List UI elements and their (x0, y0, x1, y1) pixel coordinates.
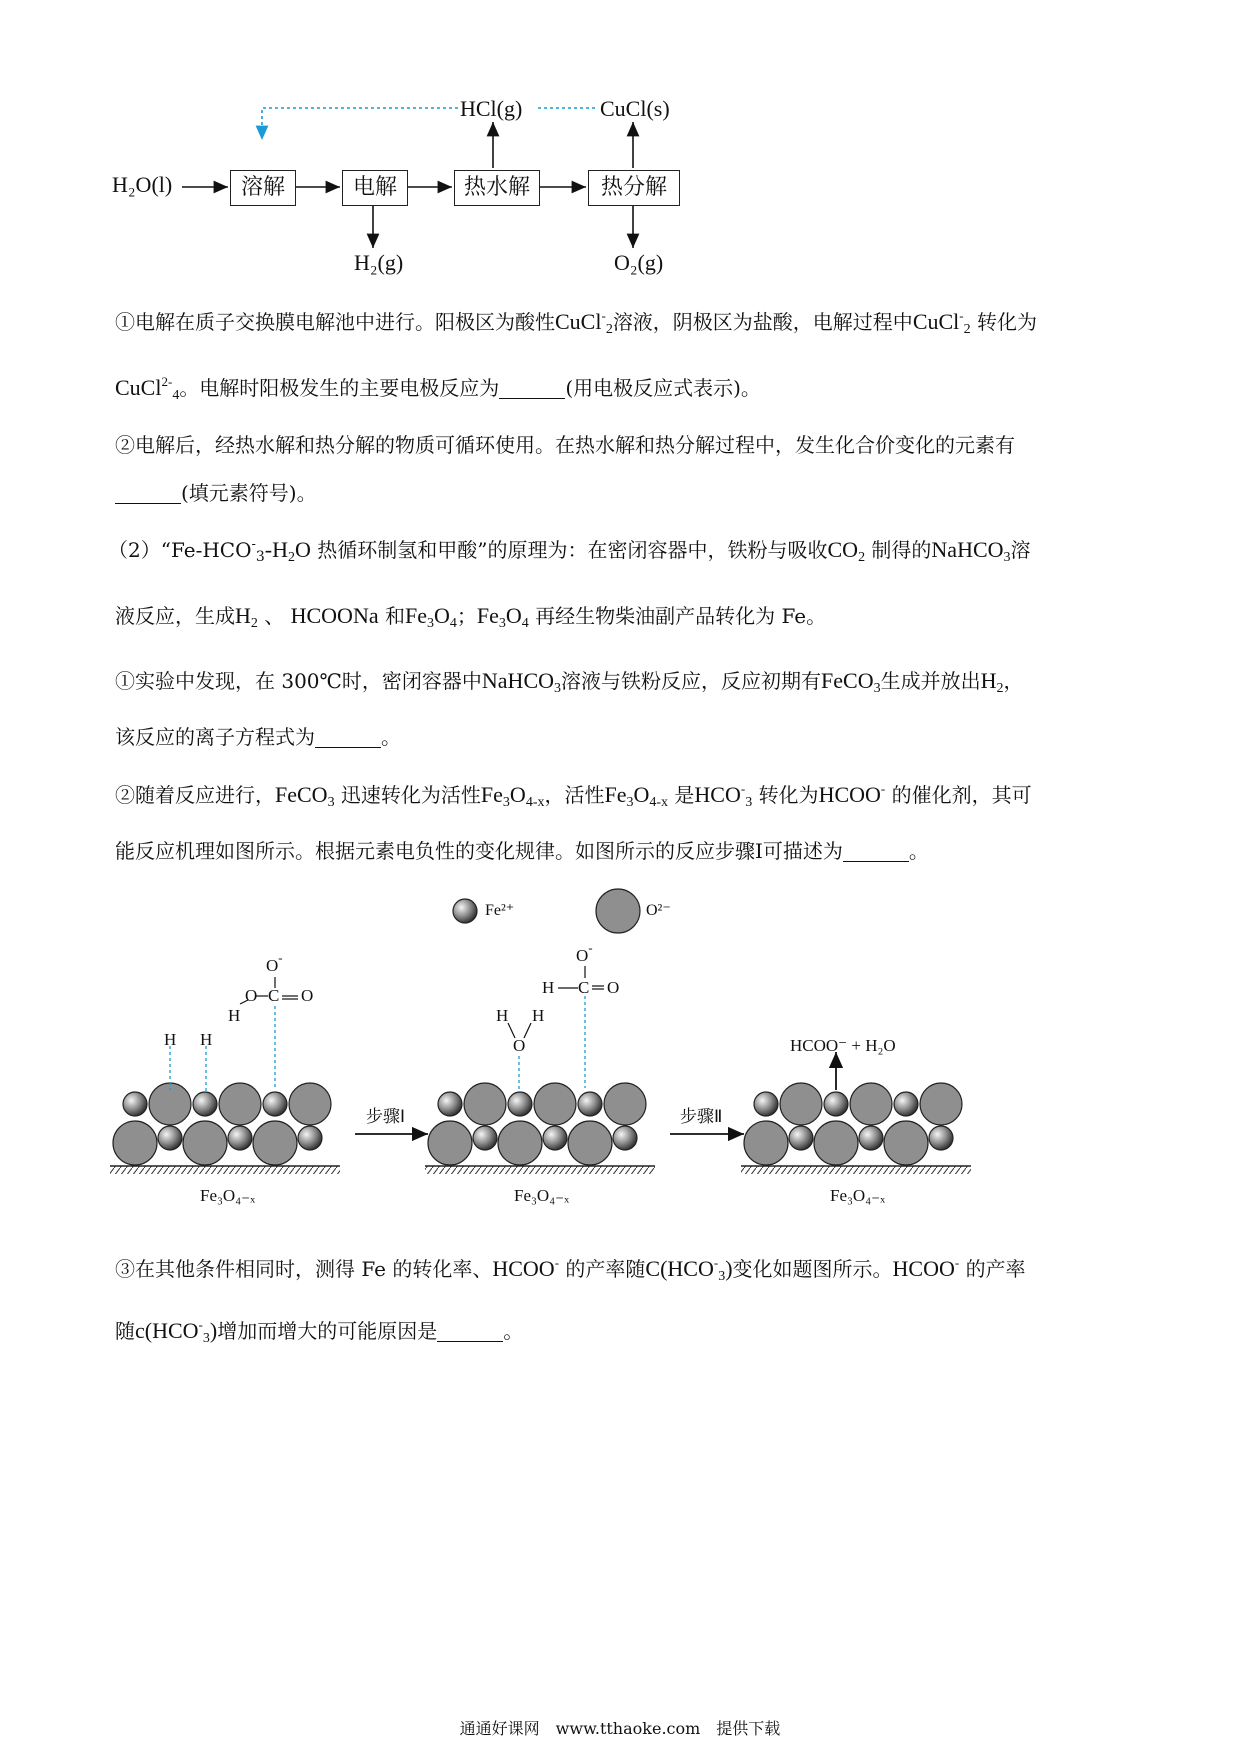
flow-step-dissolve: 溶解 (230, 170, 296, 206)
text-segment: ①实验中发现，在 300℃时，密闭容器中 (115, 669, 482, 693)
o2-ion (428, 1121, 472, 1165)
fe2-ion (613, 1126, 637, 1150)
o2-ion (920, 1083, 962, 1125)
text-segment: (用电极反应式表示)。 (565, 376, 761, 400)
p1-h-label: H (228, 1006, 241, 1025)
text-segment: (填元素符号)。 (181, 481, 317, 505)
text-segment: 的产率 (965, 1257, 1026, 1281)
answer-blank[interactable] (499, 378, 565, 399)
text-segment: 生成并放出 (880, 669, 981, 693)
flow-step-decomposition: 热分解 (588, 170, 680, 206)
text-segment: 和 (384, 604, 405, 628)
fe2-ion (473, 1126, 497, 1150)
o2-ion (744, 1121, 788, 1165)
o2-ion (780, 1083, 822, 1125)
fe2-ion (543, 1126, 567, 1150)
p2-carbon-label: C (578, 978, 590, 997)
p1-carbonyl-label: O- (266, 950, 283, 975)
step2-label: 步骤Ⅱ (680, 1107, 723, 1126)
o2-ion (289, 1083, 331, 1125)
q1-1-line2: CuCl$^{2-}_4$。电解时阳极发生的主要电极反应为 (用电极反应式表示)。 (115, 374, 761, 403)
p1-o-label: O (245, 986, 258, 1005)
reaction-mechanism-figure (0, 880, 1240, 1220)
fe2-ion (508, 1092, 532, 1116)
text-segment: 。电解时阳极发生的主要电极反应为 (179, 376, 500, 400)
q2-1-line2 (115, 722, 1125, 752)
text-segment: 。 (503, 1319, 524, 1343)
product-label: HCOO⁻ + H₂O (790, 1036, 896, 1055)
fe2-ion (859, 1126, 883, 1150)
q1-1-line1: ①电解在质子交换膜电解池中进行。阳极区为酸性CuCl-$_2$溶液，阴极区为盐酸，电解过程中CuCl-$_2$ 转化为 (115, 308, 1037, 337)
text-segment: 。 (381, 725, 401, 749)
text-segment: 该反应的离子方程式为 (115, 725, 315, 749)
answer-blank[interactable] (843, 841, 909, 862)
q1-2-line1: ②电解后，经热水解和热分解的物质可循环使用。在热水解和热分解过程中，发生化合价变化的元素有 (115, 433, 1015, 457)
p2-h-label: H (542, 978, 555, 997)
p1-o-label: O (301, 986, 314, 1005)
o2-ion (113, 1121, 157, 1165)
p2-carbonyl-label: O- (576, 940, 593, 965)
o2-ion (568, 1121, 612, 1165)
flow-hcl-output: HCl(g) (460, 96, 523, 121)
o2-ion (253, 1121, 297, 1165)
q2-line1: $(2)“Fe-HCO^-_3-H_2O$ 热循环制氢和甲酸”的原理为：在密闭容器中，铁粉与吸收$CO_2$ 制得的NaHCO$_3$溶 (108, 537, 1031, 565)
o2-ion (183, 1121, 227, 1165)
o2-ion (850, 1083, 892, 1125)
o2-ion (604, 1083, 646, 1125)
panel1-caption: Fe₃O₄₋ₓ (200, 1186, 256, 1205)
legend-fe-label: Fe²⁺ (485, 902, 515, 919)
text-segment: ，活性 (544, 783, 605, 807)
text-segment: 能反应机理如图所示。根据元素电负性的变化规律。如图所示的反应步骤Ⅰ可描述为 (115, 839, 843, 863)
fe2-ion (578, 1092, 602, 1116)
fe2-ion (789, 1126, 813, 1150)
text-segment: 。 (908, 839, 929, 863)
flow-h2-output: H₂(g) (354, 250, 404, 275)
q2-3-line2: 随$c(HCO^-_3)$增加而增大的可能原因是 。 (115, 1317, 524, 1346)
text-segment: ， (1003, 669, 1024, 693)
o2-ion (884, 1121, 928, 1165)
text-segment: 液反应，生成 (115, 604, 235, 628)
fe2-ion (894, 1092, 918, 1116)
legend-o-label: O²⁻ (646, 902, 671, 919)
fe2-ion (754, 1092, 778, 1116)
fe2-ion (123, 1092, 147, 1116)
text-segment: 的产率随 (565, 1257, 646, 1281)
o2-ion (219, 1083, 261, 1125)
text-segment: ②随着反应进行， (115, 783, 275, 807)
panel2-caption: Fe₃O₄₋ₓ (514, 1186, 570, 1205)
text-segment: ①电解在质子交换膜电解池中进行。阳极区为酸性 (115, 310, 555, 334)
text-segment: 随 (115, 1319, 135, 1343)
text-segment: 增加而增大的可能原因是 (217, 1319, 438, 1343)
fe2-ion (193, 1092, 217, 1116)
answer-blank[interactable] (315, 727, 381, 748)
text-segment: ； (456, 604, 477, 628)
fe2-ion (929, 1126, 953, 1150)
o2-ion (498, 1121, 542, 1165)
q2-2-line1: ②随着反应进行，FeCO$_3$ 迅速转化为活性$Fe_3O_{4-x}$，活性$Fe_3O_{4-x}$ 是$HCO^-_3$ 转化为HCOO- 的催化剂，其可 (115, 781, 1032, 810)
text-segment: 迅速转化为活性 (340, 783, 481, 807)
substrate-hatch (741, 1166, 971, 1174)
flow-cucl-output: CuCl(s) (600, 96, 670, 121)
q2-3-line1: ③在其他条件相同时，测得 Fe 的转化率、HCOO- 的产率随$C(HCO^-_3)$变化如题图所示。HCOO- 的产率 (115, 1255, 1026, 1284)
p1-h-label: H (200, 1030, 213, 1049)
flow-o2-output: O₂(g) (614, 250, 664, 275)
answer-blank[interactable] (115, 483, 181, 504)
o2-ion (814, 1121, 858, 1165)
o2-ion (534, 1083, 576, 1125)
fe2-ion (263, 1092, 287, 1116)
p1-h-label: H (164, 1030, 177, 1049)
flow-step-hydrolysis: 热水解 (454, 170, 540, 206)
fe2-ion (824, 1092, 848, 1116)
p2-h-label: H (496, 1006, 509, 1025)
fe2-ion (228, 1126, 252, 1150)
text-segment: 再经生物柴油副产品转化为 Fe。 (535, 604, 827, 628)
o2-ion (464, 1083, 506, 1125)
text-segment: 、 (264, 604, 285, 628)
q2-2-line2 (115, 836, 1125, 866)
p2-o-label: O (607, 978, 620, 997)
text-segment: （2）“Fe-HCO (108, 538, 252, 562)
text-segment: 溶 (1010, 538, 1031, 562)
substrate-hatch (110, 1166, 340, 1174)
text-segment: 的催化剂，其可 (891, 783, 1032, 807)
substrate-hatch (425, 1166, 655, 1174)
panel3-caption: Fe₃O₄₋ₓ (830, 1186, 886, 1205)
q2-line2: 液反应，生成$H_2$ 、 HCOONa 和$Fe_3O_4$；$Fe_3O_4$ 再经生物柴油副产品转化为 Fe。 (115, 603, 827, 631)
p2-o-label: O (513, 1036, 526, 1055)
text-segment: 热循环制氢和甲酸”的原理为：在密闭容器中，铁粉与吸收 (317, 538, 828, 562)
text-segment: 变化如题图所示。 (732, 1257, 893, 1281)
text-segment: 溶液，阴极区为盐酸，电解过程中 (612, 310, 913, 334)
flow-input-water: H₂O(l) (112, 172, 173, 197)
step1-label: 步骤Ⅰ (366, 1107, 406, 1126)
fe2-ion (298, 1126, 322, 1150)
p1-carbon-label: C (268, 986, 280, 1005)
q2-1-line1: ①实验中发现，在 300℃时，密闭容器中NaHCO$_3$溶液与铁粉反应，反应初期有FeCO$_3$生成并放出$H_2$， (115, 668, 1024, 696)
text-segment: 是 (674, 783, 695, 807)
text-segment: ③在其他条件相同时，测得 Fe 的转化率、 (115, 1257, 493, 1281)
footer-source: 通通好课网 www.tthaoke.com 提供下载 (459, 1719, 781, 1738)
q1-2-line2 (115, 478, 1125, 508)
answer-blank[interactable] (437, 1321, 503, 1342)
fe2-ion (438, 1092, 462, 1116)
p2-h-label: H (532, 1006, 545, 1025)
flow-step-electrolysis: 电解 (342, 170, 408, 206)
text-segment: 制得的 (871, 538, 932, 562)
text-segment: 转化为 (758, 783, 819, 807)
fe2-ion (158, 1126, 182, 1150)
text-segment: 转化为 (976, 310, 1037, 334)
text-segment: 溶液与铁粉反应，反应初期有 (561, 669, 822, 693)
